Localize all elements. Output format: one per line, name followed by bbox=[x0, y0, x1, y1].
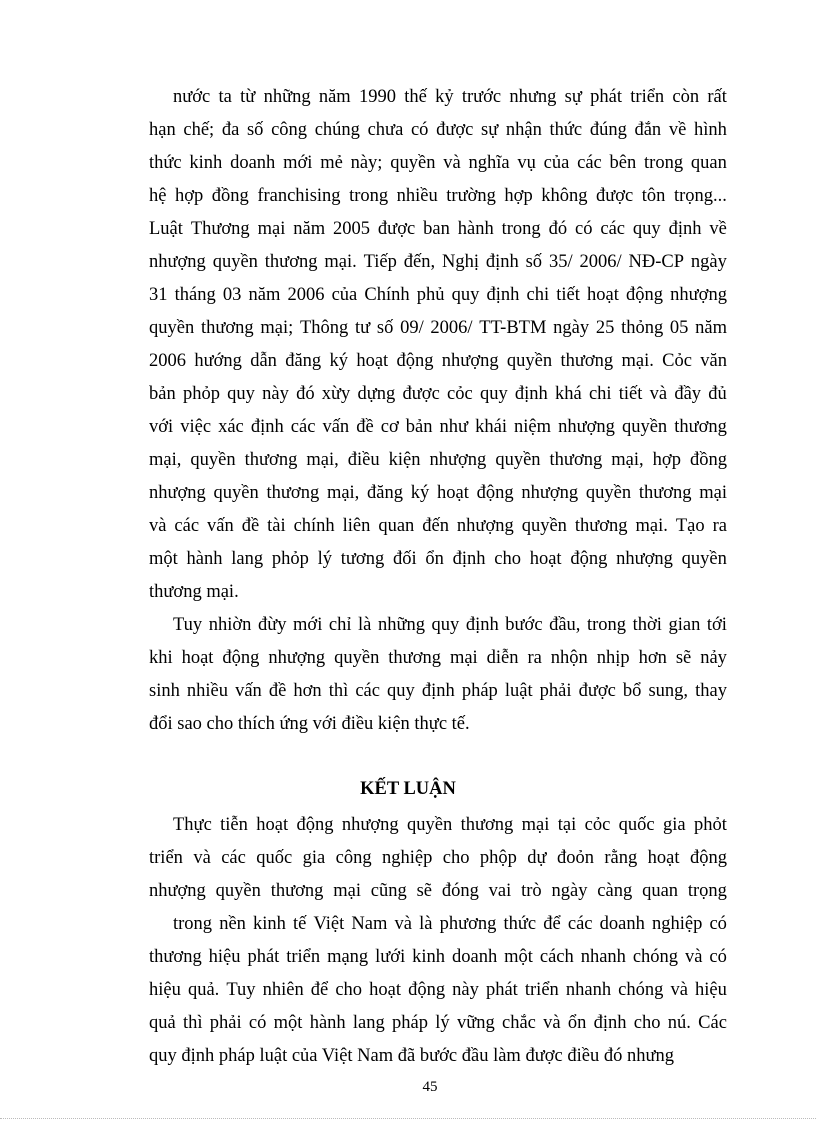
text-line: thương hiệu phát triển mạng lưới kinh doanh một cách nhanh chóng và có bbox=[149, 947, 727, 967]
text-line: nước ta từ những năm 1990 thế kỷ trước nhưng sự phát triển còn rất bbox=[173, 87, 727, 107]
text-line: và các vấn đề tài chính liên quan đến nhượng quyền thương mại. Tạo ra bbox=[149, 516, 727, 536]
text-line: 31 tháng 03 năm 2006 của Chính phủ quy định chi tiết hoạt động nhượng bbox=[149, 285, 727, 305]
text-line: Thực tiễn hoạt động nhượng quyền thương mại tại cỏc quốc gia phỏt bbox=[173, 815, 727, 835]
text-line: đổi sao cho thích ứng với điều kiện thực tế. bbox=[149, 714, 470, 734]
text-line: quyền thương mại; Thông tư số 09/ 2006/ TT-BTM ngày 25 thỏng 05 năm bbox=[149, 318, 727, 338]
page-bottom-edge bbox=[0, 1118, 816, 1119]
text-line: một hành lang phỏp lý tương đối ổn định cho hoạt động nhượng quyền bbox=[149, 549, 727, 569]
text-line: trong nền kinh tế Việt Nam và là phương thức để các doanh nghiệp có bbox=[173, 914, 727, 934]
text-line: quy định pháp luật của Việt Nam đã bước đầu làm được điều đó nhưng bbox=[149, 1046, 674, 1066]
text-line: thương mại. bbox=[149, 582, 239, 602]
text-line: nhượng quyền thương mại cũng sẽ đóng vai trò ngày càng quan trọng bbox=[149, 881, 727, 901]
text-line: 2006 hướng dẫn đăng ký hoạt động nhượng quyền thương mại. Cỏc văn bbox=[149, 351, 727, 371]
text-line: thức kinh doanh mới mẻ này; quyền và nghĩa vụ của các bên trong quan bbox=[149, 153, 727, 173]
text-line: hệ hợp đồng franchising trong nhiều trường hợp không được tôn trọng... bbox=[149, 186, 727, 206]
text-line: hạn chế; đa số công chúng chưa có được sự nhận thức đúng đắn về hình bbox=[149, 120, 727, 140]
text-line: nhượng quyền thương mại, đăng ký hoạt động nhượng quyền thương mại bbox=[149, 483, 727, 503]
text-line: mại, quyền thương mại, điều kiện nhượng quyền thương mại, hợp đồng bbox=[149, 450, 727, 470]
section-heading: KẾT LUẬN bbox=[360, 779, 456, 799]
text-line: hiệu quả. Tuy nhiên để cho hoạt động này phát triển nhanh chóng và hiệu bbox=[149, 980, 727, 1000]
text-line: quả thì phải có một hành lang pháp lý vững chắc và ổn định cho nú. Các bbox=[149, 1013, 727, 1033]
text-line: nhượng quyền thương mại. Tiếp đến, Nghị định số 35/ 2006/ NĐ-CP ngày bbox=[149, 252, 727, 272]
text-line: triển và các quốc gia công nghiệp cho phộp dự đoỏn rằng hoạt động bbox=[149, 848, 727, 868]
text-line: khi hoạt động nhượng quyền thương mại diễn ra nhộn nhịp hơn sẽ nảy bbox=[149, 648, 727, 668]
text-line: bản phỏp quy này đó xừy dựng được cỏc quy định khá chi tiết và đầy đủ bbox=[149, 384, 727, 404]
page-number: 45 bbox=[422, 1079, 438, 1095]
text-line: với việc xác định các vấn đề cơ bản như khái niệm nhượng quyền thương bbox=[149, 417, 727, 437]
text-line: Tuy nhiờn đừy mới chỉ là những quy định bước đầu, trong thời gian tới bbox=[173, 615, 727, 635]
text-line: Luật Thương mại năm 2005 được ban hành trong đó có các quy định về bbox=[149, 219, 727, 239]
text-line: sinh nhiều vấn đề hơn thì các quy định pháp luật phải được bổ sung, thay bbox=[149, 681, 727, 701]
